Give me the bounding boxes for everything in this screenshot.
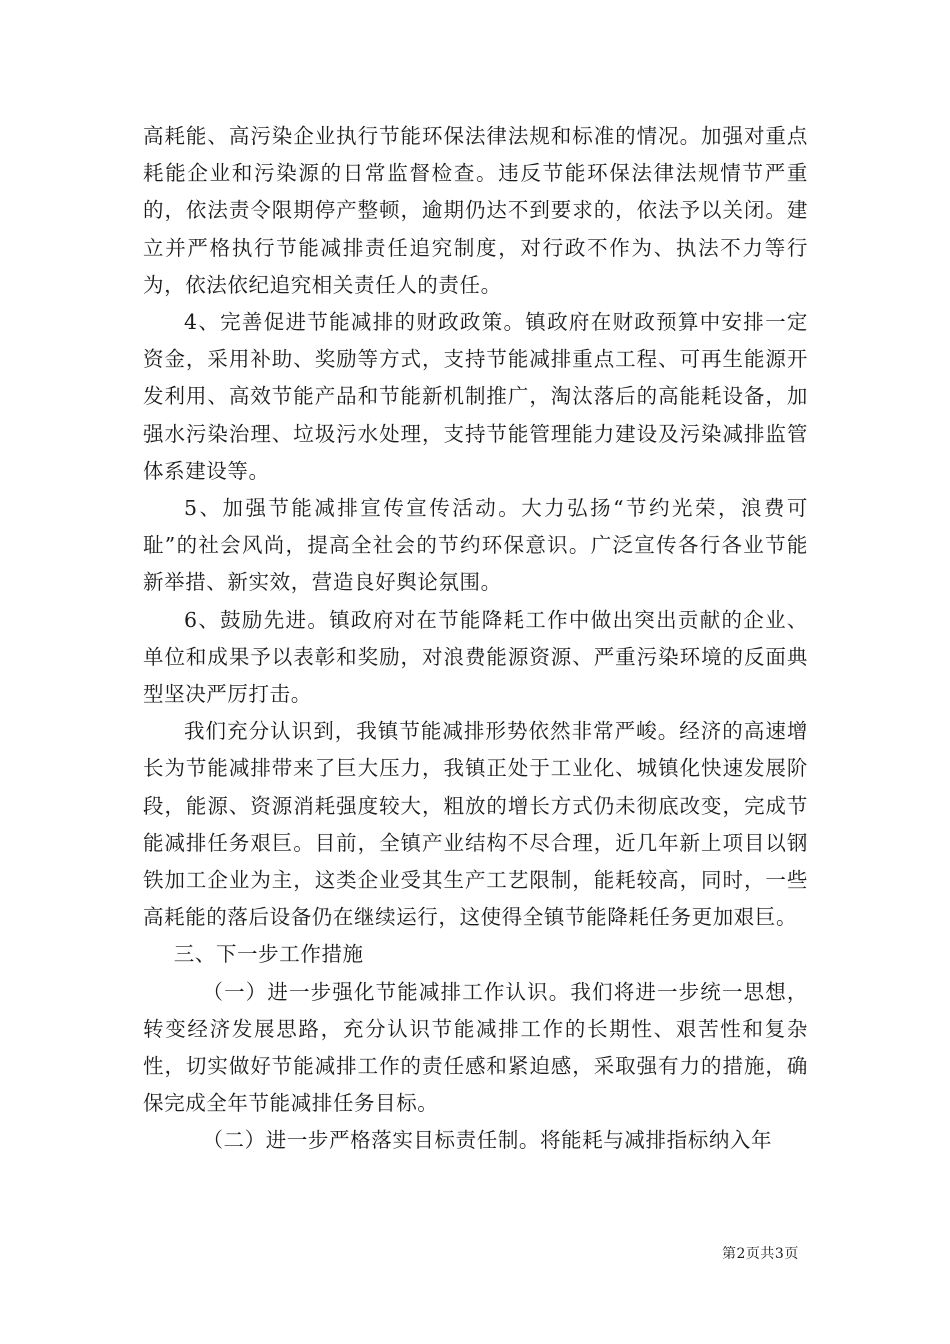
paragraph-item-4: 4、完善促进节能减排的财政政策。镇政府在财政预算中安排一定资金，采用补助、奖励等方式，支持节能减排重点工程、可再生能源开发利用、高效节能产品和节能新机制推广，淘汰落后的高能耗设备，加强水污染治理、垃圾污水处理，支持节能管理能力建设及污染减排监管体系建设等。 bbox=[143, 310, 808, 483]
section-heading: 三、下一步工作措施 bbox=[173, 942, 364, 967]
paragraph-continuation: 高耗能、高污染企业执行节能环保法律法规和标准的情况。加强对重点耗能企业和污染源的日常监督检查。违反节能环保法律法规情节严重的，依法责令限期停产整顿，逾期仍达不到要求的，依法予以关闭。建立并严格执行节能减排责任追究制度，对行政不作为、执法不力等行为，依法依纪追究相关责任人的责任。 bbox=[143, 124, 808, 297]
document-body bbox=[143, 118, 808, 1160]
paragraph-item-6: 6、鼓励先进。镇政府对在节能降耗工作中做出突出贡献的企业、单位和成果予以表彰和奖励，对浪费能源资源、严重污染环境的反面典型坚决严厉打击。 bbox=[143, 607, 808, 707]
paragraph-item-5: 5、加强节能减排宣传宣传活动。大力弘扬“节约光荣，浪费可耻”的社会风尚，提高全社会的节约环保意识。广泛宣传各行各业节能新举措、新实效，营造良好舆论氛围。 bbox=[143, 496, 808, 595]
paragraph-situation: 我们充分认识到，我镇节能减排形势依然非常严峻。经济的高速增长为节能减排带来了巨大压力，我镇正处于工业化、城镇化快速发展阶段，能源、资源消耗强度较大，粗放的增长方式仍未彻底改变，完成节能减排任务艰巨。目前，全镇产业结构不尽合理，近几年新上项目以钢铁加工企业为主，这类企业受其生产工艺限制，能耗较高，同时，一些高耗能的落后设备仍在继续运行，这使得全镇节能降耗任务更加艰巨。 bbox=[143, 719, 808, 930]
paragraph-measure-1: （一）进一步强化节能减排工作认识。我们将进一步统一思想，转变经济发展思路，充分认识节能减排工作的长期性、艰苦性和复杂性，切实做好节能减排工作的责任感和紧迫感，采取强有力的措施，确保完成全年节能减排任务目标。 bbox=[143, 979, 808, 1116]
page-number: 第2页共3页 bbox=[722, 1246, 799, 1262]
paragraph-measure-2: （二）进一步严格落实目标责任制。将能耗与减排指标纳入年 bbox=[202, 1128, 773, 1153]
